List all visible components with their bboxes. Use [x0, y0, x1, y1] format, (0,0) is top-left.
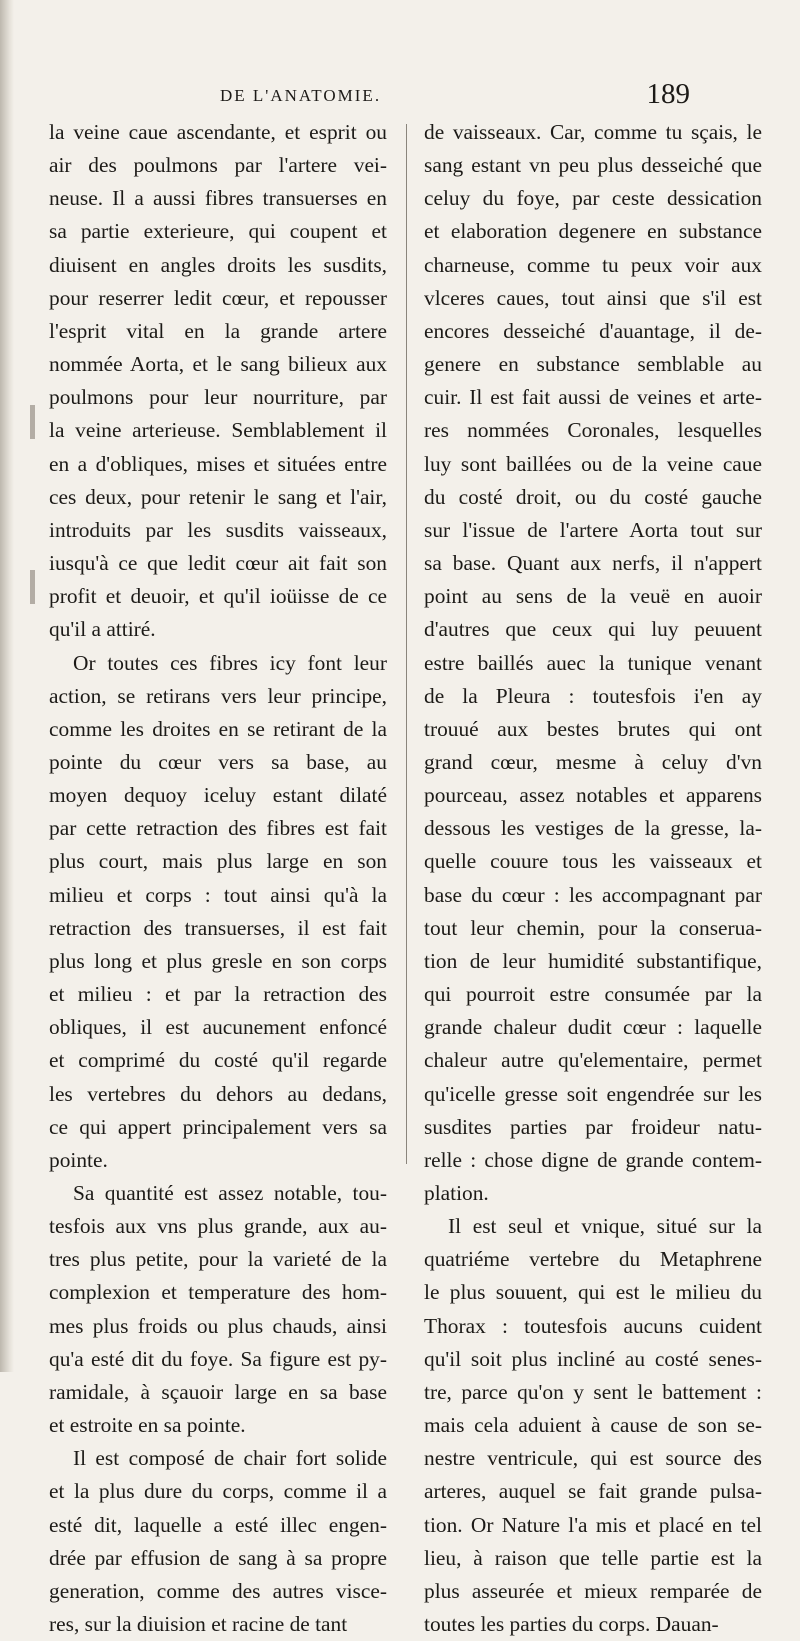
text-line: retraction des transuerses, il est fait — [49, 915, 387, 940]
text-line: obliques, il est aucunement enfoncé — [49, 1015, 387, 1040]
text-line: tion de leur humidité substantifique, — [424, 948, 762, 973]
text-line: tres plus petite, pour la varieté de la — [49, 1247, 387, 1272]
text-line: qu'il a attiré. — [49, 617, 156, 642]
text-line: de vaisseaux. Car, comme tu sçais, le — [424, 120, 762, 144]
text-line: Sa quantité est assez notable, tou- — [73, 1181, 387, 1205]
text-line: sang estant vn peu plus desseiché que — [424, 153, 762, 178]
text-line: celuy du foye, par ceste dessication — [424, 186, 762, 211]
text-line: milieu et corps : tout ainsi qu'à la — [49, 882, 387, 907]
text-line: action, se retirans vers leur principe, — [49, 683, 387, 708]
text-line: du costé droit, ou du costé gauche — [424, 484, 762, 509]
text-line: quatriéme vertebre du Metaphrene — [424, 1247, 762, 1272]
text-line: complexion et temperature des hom- — [49, 1280, 387, 1305]
text-line: qu'a esté dit du foye. Sa figure est py- — [49, 1346, 387, 1371]
text-line: vlceres caues, tout ainsi que s'il est — [424, 285, 762, 310]
text-line: et elaboration degenere en substance — [424, 219, 762, 244]
text-line: generation, comme des autres visce- — [49, 1578, 387, 1603]
text-line: charneuse, comme tu peux voir aux — [424, 252, 762, 277]
text-line: la veine caue ascendante, et esprit ou — [49, 120, 387, 144]
text-line: les vertebres du dehors au dedans, — [49, 1081, 387, 1106]
text-line: drée par effusion de sang à sa propre — [49, 1545, 387, 1570]
text-line: de la Pleura : toutesfois i'en ay — [424, 683, 762, 708]
text-line: et la plus dure du corps, comme il a — [49, 1479, 387, 1504]
text-line: esté dit, laquelle a esté illec engen- — [49, 1512, 387, 1537]
text-line: mais cela aduient à cause de son se- — [424, 1413, 762, 1438]
text-line: plus long et plus gresle en son corps — [49, 948, 387, 973]
text-line: Il est seul et vnique, situé sur la — [448, 1214, 762, 1239]
text-line: air des poulmons par l'artere vei- — [49, 153, 387, 178]
page-edge-shadow — [0, 0, 14, 1372]
text-line: en a d'obliques, mises et situées entre — [49, 451, 387, 476]
text-line: trouué aux bestes brutes qui ont — [424, 716, 762, 741]
text-line: chaleur autre qu'elementaire, permet — [424, 1048, 762, 1073]
text-line: relle : chose digne de grande contem- — [424, 1147, 762, 1172]
text-line: tesfois aux vns plus grande, aux au- — [49, 1214, 387, 1239]
text-line: diuisent en angles droits les susdits, — [49, 252, 387, 277]
text-line: lieu, à raison que telle partie est la — [424, 1545, 762, 1570]
text-line: res nommées Coronales, lesquelles — [424, 418, 762, 443]
text-line: base du cœur : les accompagnant par — [424, 882, 762, 907]
text-line: Thorax : toutesfois aucuns cuident — [424, 1313, 762, 1338]
text-line: Or toutes ces fibres icy font leur — [73, 650, 387, 675]
text-line: tion. Or Nature l'a mis et placé en tel — [424, 1512, 762, 1537]
text-line: pointe. — [49, 1147, 108, 1172]
text-line: quelle couure tous les vaisseaux et — [424, 849, 762, 874]
text-line: encores desseiché d'auantage, il de- — [424, 318, 762, 343]
text-line: estre baillés auec la tunique venant — [424, 650, 762, 675]
text-line: iusqu'à ce que ledit cœur ait fait son — [49, 551, 387, 576]
text-line: pointe du cœur vers sa base, au — [49, 749, 387, 774]
text-line: poulmons pour leur nourriture, par — [49, 385, 387, 410]
text-line: neuse. Il a aussi fibres transuerses en — [49, 186, 387, 211]
text-line: susdites parties par froideur natu- — [424, 1114, 762, 1139]
text-line: et estroite en sa pointe. — [49, 1413, 246, 1438]
text-line: toutes les parties du corps. Dauan- — [424, 1612, 719, 1637]
text-line: nommée Aorta, et le sang bilieux aux — [49, 352, 387, 377]
text-line: ce qui appert principalement vers sa — [49, 1114, 387, 1139]
text-line: res, sur la diuision et racine de tant — [49, 1612, 348, 1637]
page-number: 189 — [646, 78, 690, 110]
running-head: DE L'ANATOMIE. — [220, 86, 382, 105]
text-line: comme les droites en se retirant de la — [49, 716, 387, 741]
text-line: qui pourroit estre consumée par la — [424, 982, 762, 1007]
text-line: pourceau, assez notables et apparens — [424, 783, 762, 808]
text-line: moyen dequoy iceluy estant dilaté — [49, 783, 387, 808]
page-header — [150, 78, 750, 118]
text-line: qu'il soit plus incliné au costé senes- — [424, 1346, 762, 1371]
text-line: sur l'issue de l'artere Aorta tout sur — [424, 517, 762, 542]
text-line: sa base. Quant aux nerfs, il n'appert — [424, 551, 762, 576]
text-line: plus court, mais plus large en son — [49, 849, 387, 874]
column-divider — [406, 124, 407, 1164]
text-line: ramidale, à sçauoir large en sa base — [49, 1379, 387, 1404]
text-line: d'autres que ceux qui luy peuuent — [424, 617, 762, 642]
text-line: tre, parce qu'on y sent le battement : — [424, 1379, 762, 1404]
text-line: luy sont baillées ou de la veine caue — [424, 451, 762, 476]
text-line: la veine arterieuse. Semblablement il — [49, 418, 387, 443]
text-line: plation. — [424, 1181, 489, 1205]
text-line: ces deux, pour retenir le sang et l'air, — [49, 484, 387, 509]
margin-bleed-mark — [30, 405, 35, 439]
text-line: profit et deuoir, et qu'il ioüisse de ce — [49, 584, 387, 609]
text-line: sa partie exterieure, qui coupent et — [49, 219, 387, 244]
text-line: Il est composé de chair fort solide — [73, 1446, 387, 1471]
text-line: qu'icelle gresse soit engendrée sur les — [424, 1081, 762, 1106]
text-line: et milieu : et par la retraction des — [49, 982, 387, 1007]
text-line: par cette retraction des fibres est fait — [49, 816, 387, 841]
text-line: mes plus froids ou plus chauds, ainsi — [49, 1313, 387, 1338]
text-line: dessous les vestiges de la gresse, la- — [424, 816, 762, 841]
text-line: tout leur chemin, pour la conserua- — [424, 915, 762, 940]
text-line: plus asseurée et mieux remparée de — [424, 1578, 762, 1603]
text-line: l'esprit vital en la grande artere — [49, 318, 387, 343]
text-line: grande chaleur dudit cœur : laquelle — [424, 1015, 762, 1040]
text-line: pour reserrer ledit cœur, et repousser — [49, 285, 387, 310]
text-line: arteres, auquel se fait grande pulsa- — [424, 1479, 762, 1504]
margin-bleed-mark — [30, 570, 35, 604]
text-line: genere en substance semblable au — [424, 352, 762, 377]
text-line: grand cœur, mesme à celuy d'vn — [424, 749, 762, 774]
text-line: nestre ventricule, qui est source des — [424, 1446, 762, 1471]
right-text-column — [424, 116, 762, 1641]
text-line: cuir. Il est fait aussi de veines et arte- — [424, 385, 762, 410]
text-line: point au sens de la veuë en auoir — [424, 584, 762, 609]
text-line: introduits par les susdits vaisseaux, — [49, 517, 387, 542]
text-line: le plus souuent, qui est le milieu du — [424, 1280, 762, 1305]
left-text-column — [49, 116, 387, 1641]
text-line: et comprimé du costé qu'il regarde — [49, 1048, 387, 1073]
